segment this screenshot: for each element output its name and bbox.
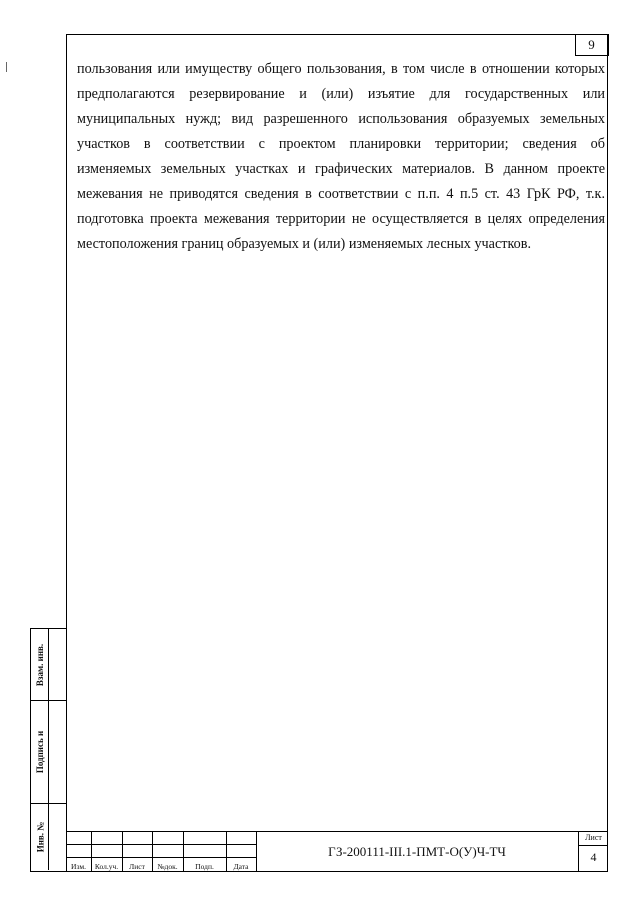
page-number: 9 xyxy=(575,34,609,56)
replace-inv-label: Взам. инв. xyxy=(35,643,46,686)
inv-no-label: Инв. № xyxy=(35,821,45,853)
revision-table xyxy=(66,832,256,872)
sheet-box xyxy=(578,832,608,872)
signature-label: Подпись и xyxy=(35,730,46,774)
document-code: ГЗ-200111-III.1-ПМТ-О(У)Ч-ТЧ xyxy=(328,844,506,859)
replace-inv-cell xyxy=(31,629,66,701)
paragraph-line: муниципальных нужд; вид разрешенного использования образуемых земельных xyxy=(77,111,605,127)
body-paragraph xyxy=(77,57,605,257)
paragraph-line: изменяемых земельных участках и графических материалов. В данном проекте xyxy=(77,161,605,177)
paragraph-line: местоположения границ образуемых и (или) изменяемых лесных участков. xyxy=(77,236,531,252)
signature-cell xyxy=(31,701,66,804)
paragraph-line: подготовка проекта межевания территории не осуществляется в целях определения xyxy=(77,211,605,227)
paragraph-line: межевания не приводятся сведения в соответствии с п.п. 4 п.5 ст. 43 ГрК РФ, т.к. xyxy=(77,186,605,202)
inv-no-cell xyxy=(31,804,66,870)
sheet-number: 4 xyxy=(590,850,597,864)
col-izm-label: Изм. xyxy=(71,862,86,871)
title-block xyxy=(66,831,608,872)
margin-mark xyxy=(6,62,7,72)
paragraph-line: пользования или имуществу общего пользования, в том числе в отношении которых xyxy=(77,61,605,77)
col-podp-label: Подп. xyxy=(195,862,214,871)
col-list-label: Лист xyxy=(129,862,145,871)
paragraph-line: предполагаются резервирование и (или) изъятие для государственных или xyxy=(77,86,605,102)
sheet-label: Лист xyxy=(585,833,602,842)
approval-side-strip xyxy=(30,628,66,872)
col-kol-uch-label: Кол.уч. xyxy=(94,862,119,871)
page-frame xyxy=(66,34,608,872)
paragraph-line: участков в соответствии с проектом планировки территории; сведения об xyxy=(77,136,605,152)
col-data-label: Дата xyxy=(233,862,249,871)
col-ndok-label: №док. xyxy=(157,862,178,871)
